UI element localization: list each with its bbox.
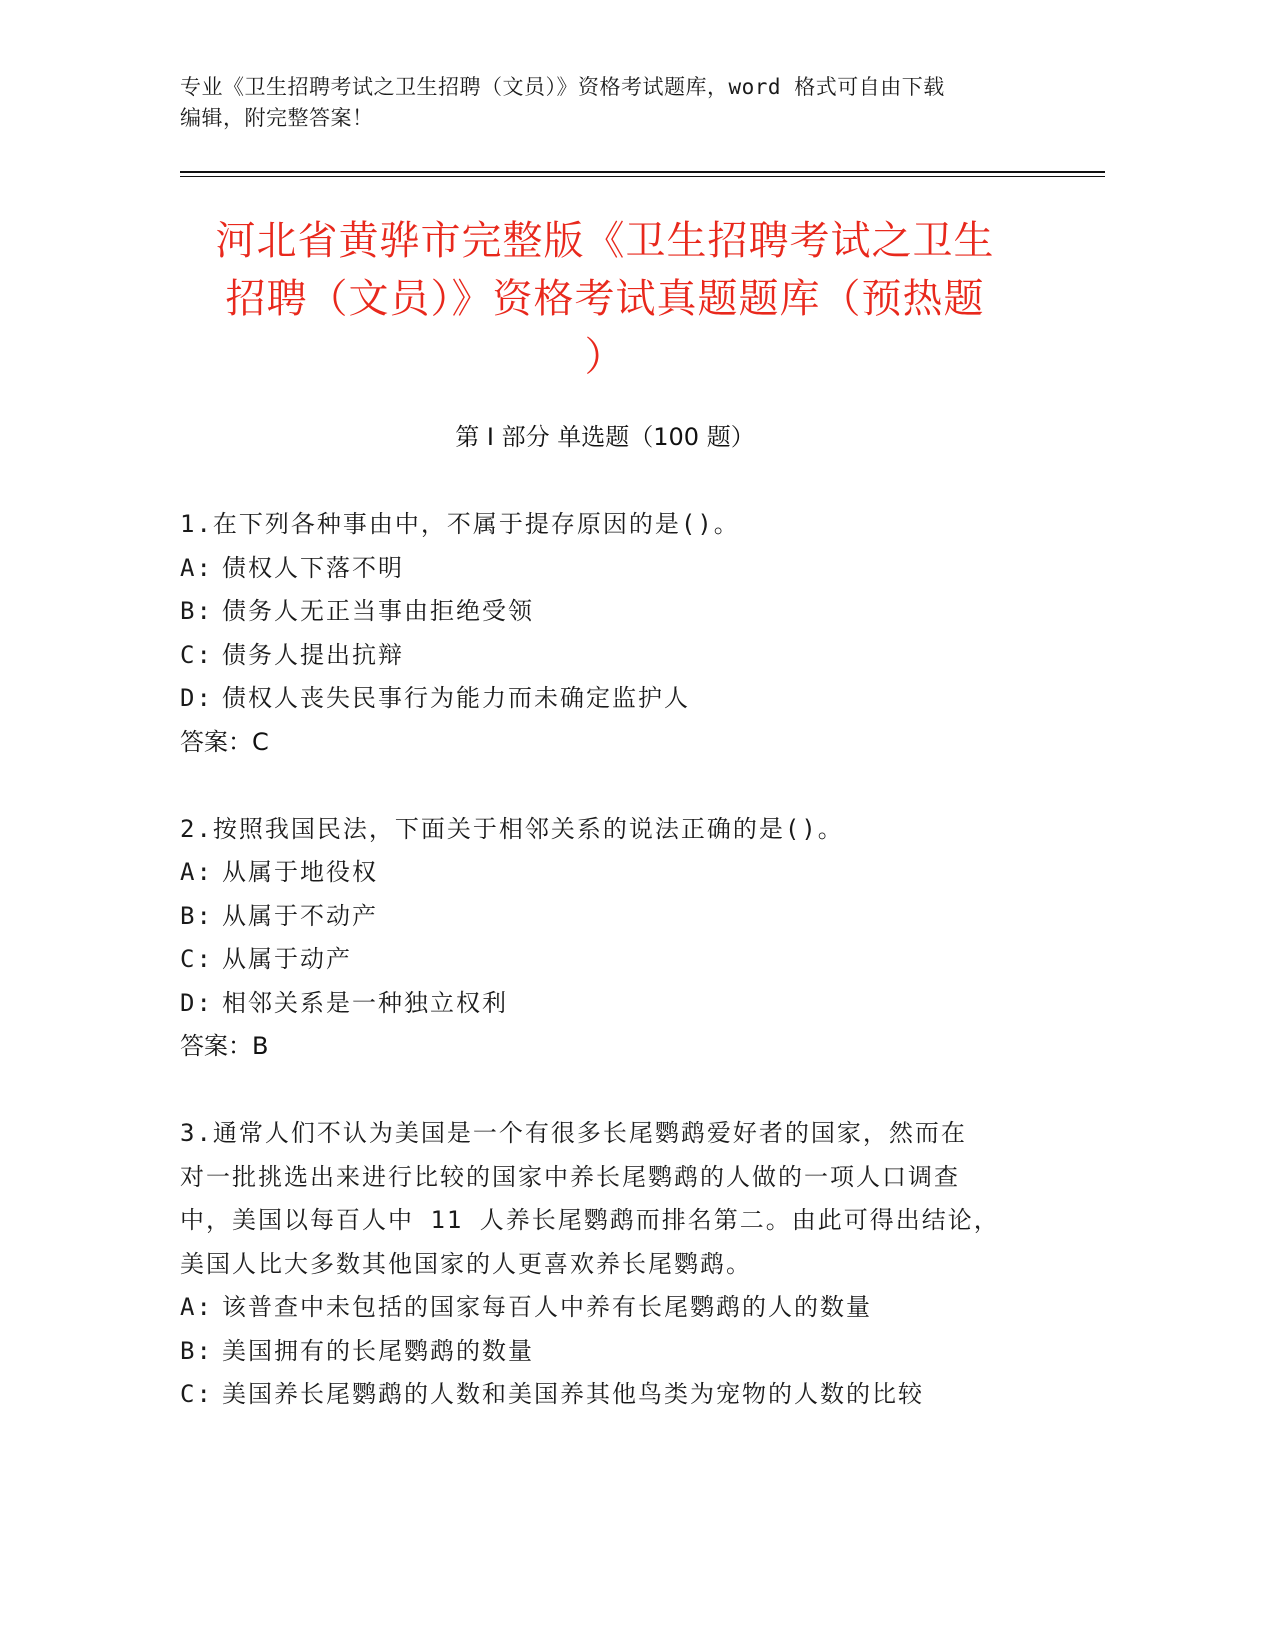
- option-text: 从属于不动产: [222, 901, 378, 930]
- question-1-option-a: [180, 547, 1040, 591]
- option-letter: A:: [180, 553, 213, 582]
- question-spacer: [180, 764, 1040, 808]
- question-1-option-b: [180, 590, 1040, 634]
- question-3-stem-line-2: 对一批挑选出来进行比较的国家中养长尾鹦鹉的人做的一项人口调查: [180, 1162, 960, 1191]
- option-letter: A:: [180, 858, 213, 886]
- question-1-option-d: [180, 677, 1040, 721]
- option-letter: B:: [180, 901, 213, 930]
- option-text: 美国拥有的长尾鹦鹉的数量: [222, 1336, 534, 1365]
- option-text: 债权人下落不明: [222, 553, 404, 582]
- document-title-line-3: ）: [584, 334, 626, 380]
- question-2-option-c: [180, 938, 1040, 982]
- question-1: [180, 503, 1040, 764]
- question-3: [180, 1112, 1040, 1417]
- header-rule-thin: [180, 176, 1105, 177]
- question-2-option-b: [180, 895, 1040, 939]
- question-2-option-d: [180, 982, 1040, 1026]
- document-title-line-1: 河北省黄骅市完整版《卫生招聘考试之卫生: [215, 218, 995, 264]
- option-text: 从属于动产: [222, 945, 352, 973]
- option-text: 美国养长尾鹦鹉的人数和美国养其他鸟类为宠物的人数的比较: [222, 1380, 924, 1408]
- option-letter: C:: [180, 640, 213, 669]
- option-letter: B:: [180, 1336, 213, 1365]
- option-text: 债务人无正当事由拒绝受领: [222, 597, 534, 625]
- question-3-stem-line-1: 3.通常人们不认为美国是一个有很多长尾鹦鹉爱好者的国家，然而在: [180, 1119, 967, 1147]
- option-letter: A:: [180, 1293, 213, 1321]
- option-text: 债权人丧失民事行为能力而未确定监护人: [222, 684, 690, 712]
- question-3-option-a: [180, 1286, 1040, 1330]
- question-2-stem: 2.按照我国民法，下面关于相邻关系的说法正确的是()。: [180, 814, 844, 843]
- question-3-option-c: [180, 1373, 1040, 1417]
- question-spacer: [180, 1069, 1040, 1113]
- question-2-option-a: [180, 851, 1040, 895]
- question-1-option-c: [180, 634, 1040, 678]
- question-2: [180, 808, 1040, 1069]
- question-1-answer: 答案：C: [180, 727, 269, 756]
- question-3-stem-line-4: 美国人比大多数其他国家的人更喜欢养长尾鹦鹉。: [180, 1249, 752, 1278]
- option-text: 债务人提出抗辩: [222, 640, 404, 669]
- option-letter: D:: [180, 988, 213, 1017]
- header-rule-thick: [180, 171, 1105, 173]
- header-note: [180, 72, 1060, 134]
- document-title: [180, 212, 1030, 386]
- question-1-stem: 1.在下列各种事由中，不属于提存原因的是()。: [180, 510, 740, 538]
- option-text: 该普查中未包括的国家每百人中养有长尾鹦鹉的人的数量: [222, 1293, 872, 1321]
- question-3-stem-line-3: 中，美国以每百人中 11 人养长尾鹦鹉而排名第二。由此可得出结论，: [180, 1206, 1000, 1234]
- document-title-line-2: 招聘（文员）》资格考试真题题库（预热题: [225, 276, 985, 322]
- option-letter: D:: [180, 684, 213, 712]
- section-title: 第 I 部分 单选题（100 题）: [455, 423, 755, 451]
- question-2-answer: 答案：B: [180, 1032, 269, 1060]
- option-text: 相邻关系是一种独立权利: [222, 988, 508, 1017]
- option-letter: C:: [180, 1380, 213, 1408]
- option-text: 从属于地役权: [222, 858, 378, 886]
- question-list: [180, 503, 1040, 1417]
- option-letter: B:: [180, 597, 213, 625]
- header-note-line-2: 编辑，附完整答案！: [180, 106, 374, 130]
- header-note-line-1: 专业《卫生招聘考试之卫生招聘（文员）》资格考试题库，word 格式可自由下载: [180, 75, 945, 99]
- option-letter: C:: [180, 945, 213, 973]
- question-3-option-b: [180, 1330, 1040, 1374]
